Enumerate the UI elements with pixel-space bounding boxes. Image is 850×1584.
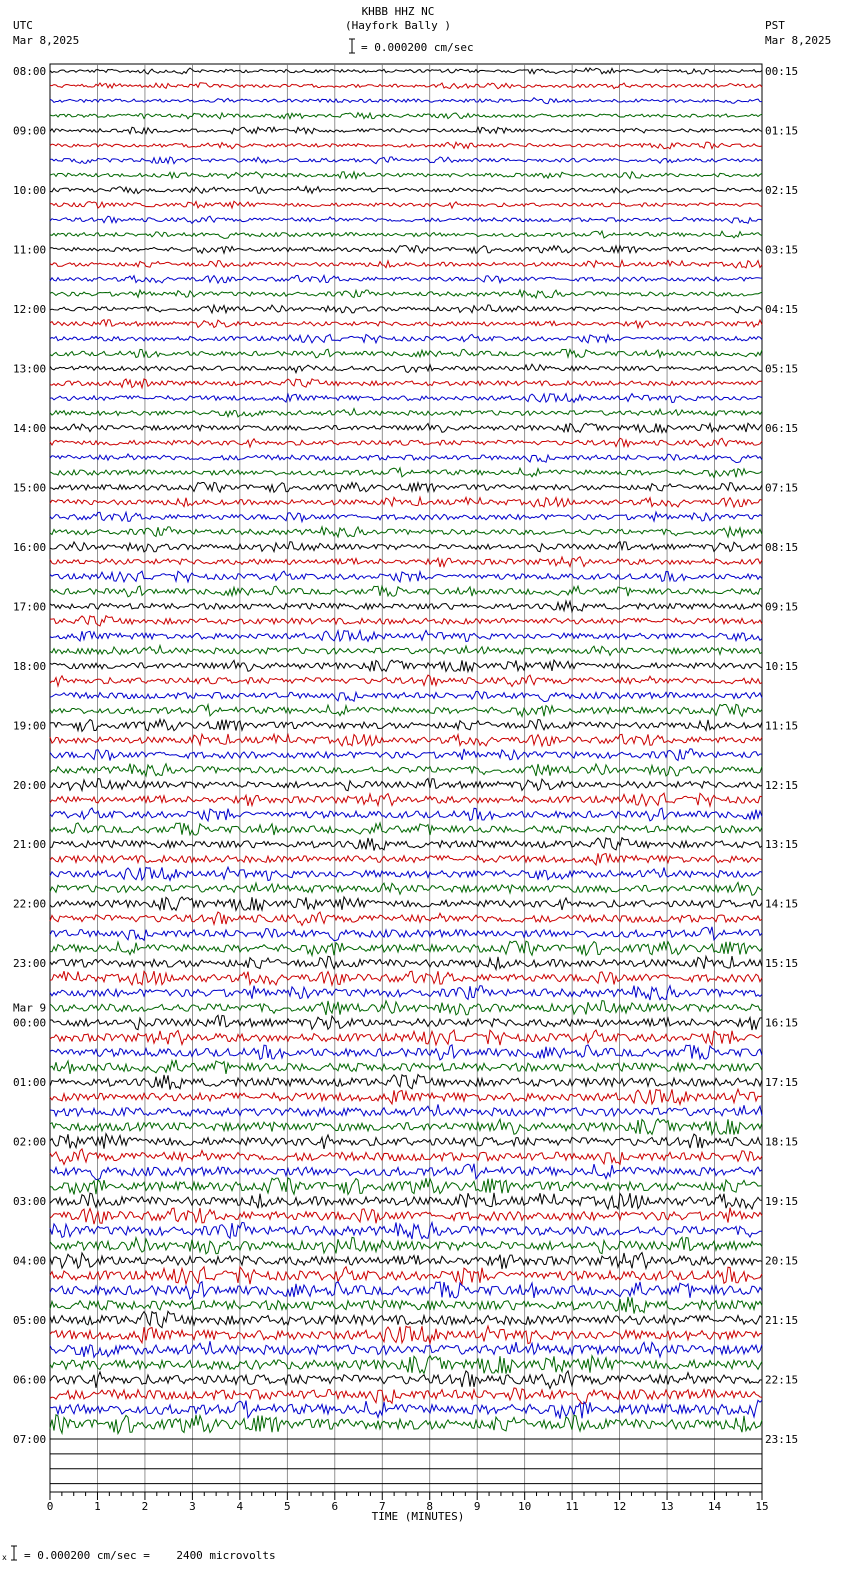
- pst-label: 01:15: [765, 124, 799, 138]
- utc-label: 17:00: [13, 600, 47, 614]
- utc-label: 05:00: [13, 1314, 47, 1328]
- trace-row-68: [50, 1075, 762, 1090]
- trace-row-12: [50, 246, 762, 254]
- trace-row-64: [50, 1015, 762, 1030]
- trace-row-78: [50, 1222, 762, 1239]
- trace-row-91: [50, 1415, 762, 1434]
- trace-row-32: [50, 542, 762, 552]
- trace-row-75: [50, 1178, 762, 1195]
- trace-row-27: [50, 468, 762, 478]
- trace-row-67: [50, 1060, 762, 1074]
- trace-row-45: [50, 734, 762, 746]
- station-title: KHBB HHZ NC: [361, 5, 435, 18]
- trace-row-8: [50, 186, 762, 193]
- trace-row-35: [50, 586, 762, 597]
- trace-row-13: [50, 260, 762, 268]
- utc-label: 02:00: [13, 1135, 47, 1149]
- x-tick-label: 9: [473, 1500, 481, 1513]
- trace-row-16: [50, 305, 762, 313]
- x-tick-label: 4: [236, 1500, 244, 1513]
- trace-row-0: [50, 68, 762, 74]
- pst-label: 07:15: [765, 481, 799, 495]
- utc-label: 19:00: [13, 719, 47, 733]
- trace-row-48: [50, 779, 762, 791]
- utc-label: 09:00: [13, 124, 47, 138]
- pst-label: 06:15: [765, 421, 799, 435]
- utc-label: 14:00: [13, 421, 47, 435]
- utc-label: 20:00: [13, 778, 47, 792]
- trace-row-33: [50, 557, 762, 567]
- trace-row-60: [50, 956, 762, 969]
- trace-row-46: [50, 749, 762, 761]
- trace-row-6: [50, 157, 762, 164]
- trace-row-34: [50, 571, 762, 582]
- trace-row-9: [50, 201, 762, 208]
- pst-label: 05:15: [765, 362, 799, 376]
- trace-row-40: [50, 660, 762, 671]
- trace-row-43: [50, 704, 762, 716]
- trace-row-26: [50, 454, 762, 462]
- trace-row-4: [50, 127, 762, 133]
- utc-label: 10:00: [13, 183, 47, 197]
- trace-row-77: [50, 1208, 762, 1224]
- footer-scale-note: = 0.000200 cm/sec = 2400 microvolts: [24, 1549, 276, 1562]
- trace-row-69: [50, 1089, 762, 1104]
- utc-label: 12:00: [13, 302, 47, 316]
- utc-label: 21:00: [13, 838, 47, 852]
- trace-row-90: [50, 1400, 762, 1418]
- pst-label: 11:15: [765, 719, 799, 733]
- trace-row-59: [50, 941, 762, 955]
- x-tick-label: 13: [660, 1500, 674, 1513]
- trace-row-84: [50, 1311, 762, 1327]
- pst-label: 00:15: [765, 65, 799, 78]
- pst-label: 13:15: [765, 838, 799, 852]
- trace-row-37: [50, 616, 762, 626]
- trace-row-72: [50, 1134, 762, 1149]
- trace-row-25: [50, 438, 762, 447]
- right-date: Mar 8,2025: [765, 34, 832, 47]
- trace-row-66: [50, 1045, 762, 1060]
- trace-row-88: [50, 1371, 762, 1389]
- x-tick-label: 15: [755, 1500, 769, 1513]
- pst-label: 03:15: [765, 243, 799, 257]
- pst-label: 23:15: [765, 1433, 799, 1447]
- utc-label: 11:00: [13, 243, 47, 257]
- x-tick-label: 5: [284, 1500, 291, 1513]
- trace-row-30: [50, 512, 762, 522]
- x-tick-label: 1: [94, 1500, 101, 1513]
- trace-row-42: [50, 691, 762, 701]
- trace-row-21: [50, 379, 762, 388]
- trace-row-2: [50, 98, 762, 104]
- scale-label: = 0.000200 cm/sec: [361, 41, 474, 54]
- pst-label: 12:15: [765, 778, 799, 792]
- trace-row-14: [50, 275, 762, 283]
- trace-group: [50, 68, 762, 1484]
- trace-row-44: [50, 719, 762, 731]
- trace-row-70: [50, 1104, 762, 1116]
- trace-row-61: [50, 971, 762, 985]
- trace-row-65: [50, 1030, 762, 1045]
- trace-row-38: [50, 630, 762, 641]
- utc-label: 07:00: [13, 1433, 47, 1447]
- x-tick-label: 6: [331, 1500, 339, 1513]
- trace-row-55: [50, 882, 762, 895]
- x-tick-label: 0: [46, 1500, 54, 1513]
- pst-label: 09:15: [765, 600, 799, 614]
- trace-row-36: [50, 601, 762, 611]
- pst-label: 22:15: [765, 1373, 799, 1387]
- trace-row-86: [50, 1341, 762, 1357]
- left-timezone: UTC: [13, 19, 33, 32]
- trace-row-11: [50, 231, 762, 238]
- trace-row-47: [50, 764, 762, 776]
- pst-label: 17:15: [765, 1076, 799, 1090]
- utc-label: 23:00: [13, 957, 47, 971]
- x-tick-label: 2: [141, 1500, 149, 1513]
- trace-row-85: [50, 1326, 762, 1344]
- trace-row-89: [50, 1388, 762, 1404]
- utc-label: 03:00: [13, 1195, 47, 1209]
- trace-row-7: [50, 172, 762, 179]
- x-tick-label: 7: [378, 1500, 386, 1513]
- trace-row-53: [50, 853, 762, 865]
- trace-row-79: [50, 1237, 762, 1254]
- x-tick-label: 11: [565, 1500, 579, 1513]
- utc-label: 18:00: [13, 659, 47, 673]
- pst-label: 20:15: [765, 1254, 799, 1268]
- utc-label: 01:00: [13, 1076, 47, 1090]
- trace-row-51: [50, 823, 762, 835]
- trace-row-10: [50, 216, 762, 223]
- trace-row-62: [50, 986, 762, 1000]
- x-tick-label: 8: [426, 1500, 434, 1513]
- pst-label: 08:15: [765, 540, 799, 554]
- pst-label: 02:15: [765, 183, 799, 197]
- trace-row-73: [50, 1149, 762, 1165]
- trace-row-54: [50, 867, 762, 880]
- trace-row-23: [50, 409, 762, 417]
- trace-row-82: [50, 1282, 762, 1299]
- trace-row-63: [50, 1001, 762, 1015]
- trace-row-50: [50, 808, 762, 821]
- trace-row-24: [50, 423, 762, 432]
- trace-row-49: [50, 793, 762, 806]
- utc-label: 00:00: [13, 1016, 47, 1030]
- trace-row-28: [50, 482, 762, 492]
- trace-row-20: [50, 364, 762, 373]
- x-tick-label: 10: [518, 1500, 532, 1513]
- utc-label: 04:00: [13, 1254, 47, 1268]
- pst-label: 18:15: [765, 1135, 799, 1149]
- trace-row-41: [50, 675, 762, 686]
- trace-row-76: [50, 1193, 762, 1209]
- trace-row-56: [50, 897, 762, 911]
- trace-row-29: [50, 497, 762, 507]
- utc-label: 22:00: [13, 897, 47, 911]
- x-axis-label: TIME (MINUTES): [371, 1510, 465, 1523]
- x-tick-label: 12: [612, 1500, 627, 1513]
- utc-label: 15:00: [13, 481, 47, 495]
- trace-row-19: [50, 349, 762, 358]
- trace-row-17: [50, 320, 762, 328]
- utc-label: 06:00: [13, 1373, 47, 1387]
- pst-label: 04:15: [765, 302, 799, 316]
- pst-hour-labels: [765, 65, 798, 1446]
- trace-row-39: [50, 645, 762, 655]
- trace-row-58: [50, 927, 762, 941]
- trace-row-57: [50, 912, 762, 925]
- pst-label: 16:15: [765, 1016, 799, 1030]
- trace-row-52: [50, 838, 762, 851]
- trace-row-81: [50, 1267, 762, 1284]
- footer-scale-icon: [2, 1546, 17, 1562]
- trace-row-83: [50, 1297, 762, 1314]
- trace-row-31: [50, 527, 762, 537]
- scale-bar-icon: [349, 39, 355, 53]
- utc-hour-labels: [13, 65, 46, 1446]
- trace-row-5: [50, 142, 762, 149]
- pst-label: 10:15: [765, 659, 799, 673]
- trace-row-80: [50, 1253, 762, 1269]
- x-tick-label: 3: [189, 1500, 196, 1513]
- trace-row-71: [50, 1119, 762, 1135]
- trace-row-22: [50, 394, 762, 403]
- pst-label: 19:15: [765, 1195, 799, 1209]
- svg-text:x: x: [2, 1553, 7, 1562]
- date-change-label: Mar 9: [13, 1001, 47, 1015]
- pst-label: 21:15: [765, 1314, 799, 1328]
- left-date: Mar 8,2025: [13, 34, 80, 47]
- utc-label: 08:00: [13, 65, 47, 78]
- station-location: (Hayfork Bally ): [345, 19, 451, 32]
- right-timezone: PST: [765, 19, 785, 32]
- utc-label: 16:00: [13, 540, 47, 554]
- trace-row-1: [50, 83, 762, 89]
- pst-label: 15:15: [765, 957, 799, 971]
- pst-label: 14:15: [765, 897, 799, 911]
- trace-row-18: [50, 334, 762, 343]
- utc-label: 13:00: [13, 362, 47, 376]
- trace-row-87: [50, 1356, 762, 1374]
- trace-row-3: [50, 113, 762, 119]
- trace-row-15: [50, 290, 762, 298]
- trace-row-74: [50, 1164, 762, 1180]
- x-tick-label: 14: [707, 1500, 722, 1513]
